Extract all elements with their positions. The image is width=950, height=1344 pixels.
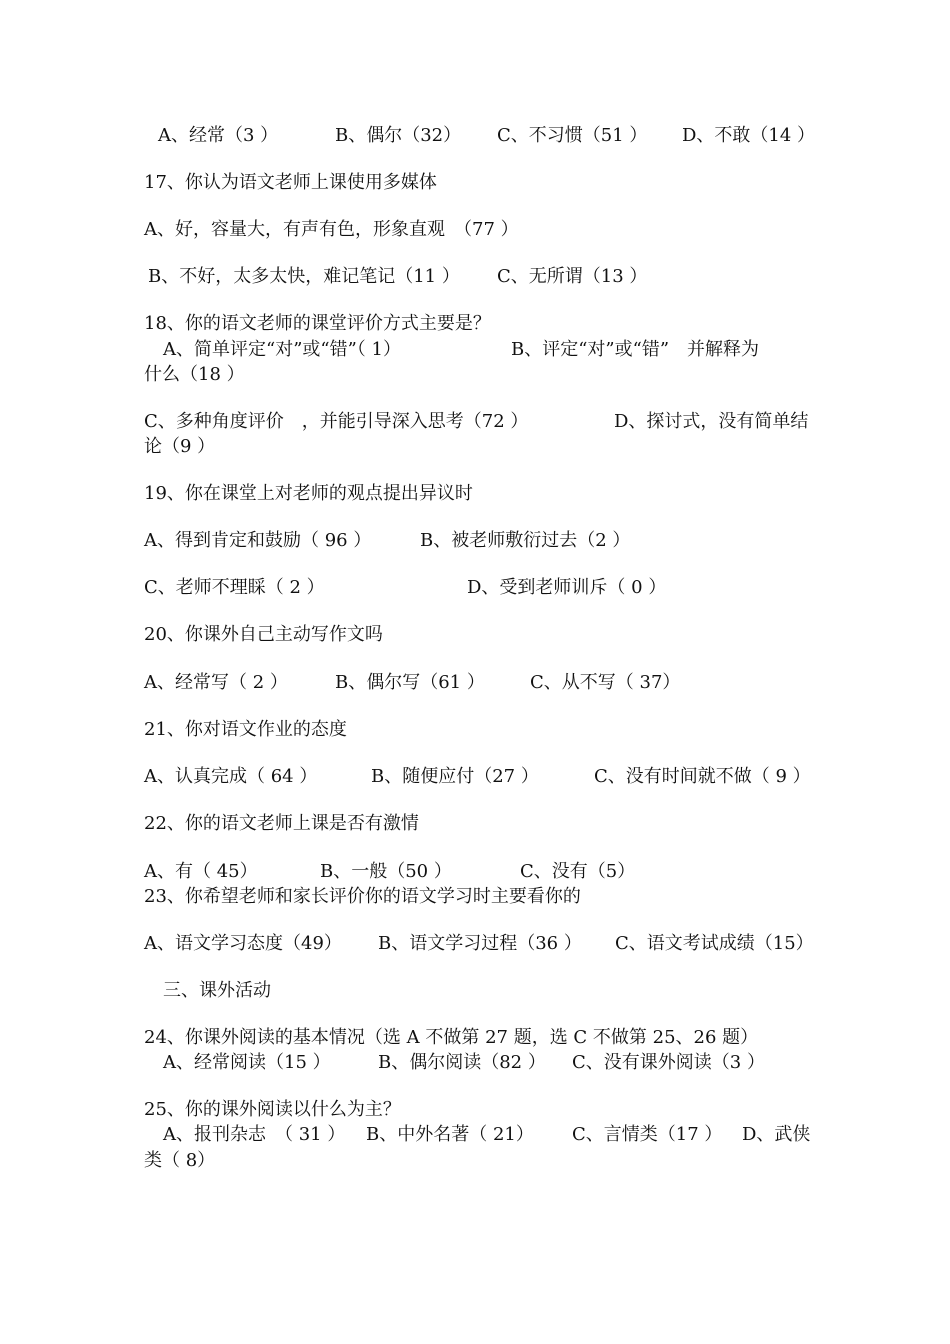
q24-option-c: C、没有课外阅读（3 ） (572, 1052, 765, 1073)
q18-option-c: C、多种角度评价 ，并能引导深入思考（72 ） (144, 411, 529, 432)
section-heading: 三、课外活动 (163, 980, 271, 1001)
q24-option-a: A、经常阅读（15 ） (163, 1052, 331, 1073)
q25-option-c: C、言情类（17 ） (572, 1124, 723, 1145)
q19-option-b: B、被老师敷衍过去（2 ） (420, 530, 631, 551)
q16-option-c: C、不习惯（51 ） (497, 125, 648, 146)
q19-option-c: C、老师不理睬（ 2 ） (144, 577, 325, 598)
q17-option-c: C、无所谓（13 ） (497, 266, 648, 287)
question-19: 19、你在课堂上对老师的观点提出异议时 (144, 483, 473, 504)
q21-option-c: C、没有时间就不做（ 9 ） (594, 766, 811, 787)
q22-option-b: B、一般（50 ） (320, 861, 452, 882)
q25-option-d-continued: 类（ 8） (144, 1150, 216, 1171)
q21-option-b: B、随便应付（27 ） (371, 766, 539, 787)
q18-option-a: A、简单评定“对”或“错”（ 1） (163, 339, 401, 360)
q23-option-c: C、语文考试成绩（15） (615, 933, 814, 954)
question-21: 21、你对语文作业的态度 (144, 719, 347, 740)
q20-option-c: C、从不写（ 37） (530, 672, 681, 693)
question-23: 23、你希望老师和家长评价你的语文学习时主要看你的 (144, 886, 581, 907)
q20-option-a: A、经常写（ 2 ） (144, 672, 288, 693)
q16-option-b: B、偶尔（32） (335, 125, 462, 146)
q21-option-a: A、认真完成（ 64 ） (144, 766, 318, 787)
question-22: 22、你的语文老师上课是否有激情 (144, 813, 419, 834)
q16-option-a: A、经常（3 ） (158, 125, 279, 146)
q23-option-b: B、语文学习过程（36 ） (378, 933, 582, 954)
q18-option-b-continued: 什么（18 ） (144, 364, 245, 385)
question-24: 24、你课外阅读的基本情况（选 A 不做第 27 题，选 C 不做第 25、26 题） (144, 1027, 759, 1048)
question-18: 18、你的语文老师的课堂评价方式主要是？ (144, 313, 491, 334)
question-20: 20、你课外自己主动写作文吗 (144, 624, 383, 645)
q25-option-d: D、武侠 (742, 1124, 811, 1145)
q22-option-a: A、有（ 45） (144, 861, 258, 882)
q20-option-b: B、偶尔写（61 ） (335, 672, 485, 693)
q16-option-d: D、不敢（14 ） (682, 125, 816, 146)
q18-option-b: B、评定“对”或“错” 并解释为 (511, 339, 760, 360)
q22-option-c: C、没有（5） (520, 861, 636, 882)
q24-option-b: B、偶尔阅读（82 ） (378, 1052, 546, 1073)
q17-option-b: B、不好，太多太快，难记笔记（11 ） (148, 266, 460, 287)
q19-option-d: D、受到老师训斥（ 0 ） (467, 577, 667, 598)
question-25: 25、你的课外阅读以什么为主？ (144, 1099, 401, 1120)
q25-option-b: B、中外名著（ 21） (366, 1124, 534, 1145)
q17-option-a: A、好，容量大，有声有色，形象直观 （77 ） (144, 219, 519, 240)
q18-option-d: D、探讨式，没有简单结 (614, 411, 809, 432)
q18-option-d-continued: 论（9 ） (144, 436, 216, 457)
question-17: 17、你认为语文老师上课使用多媒体 (144, 172, 437, 193)
q23-option-a: A、语文学习态度（49） (144, 933, 342, 954)
q19-option-a: A、得到肯定和鼓励（ 96 ） (144, 530, 372, 551)
q25-option-a: A、报刊杂志 （ 31 ） (163, 1124, 346, 1145)
